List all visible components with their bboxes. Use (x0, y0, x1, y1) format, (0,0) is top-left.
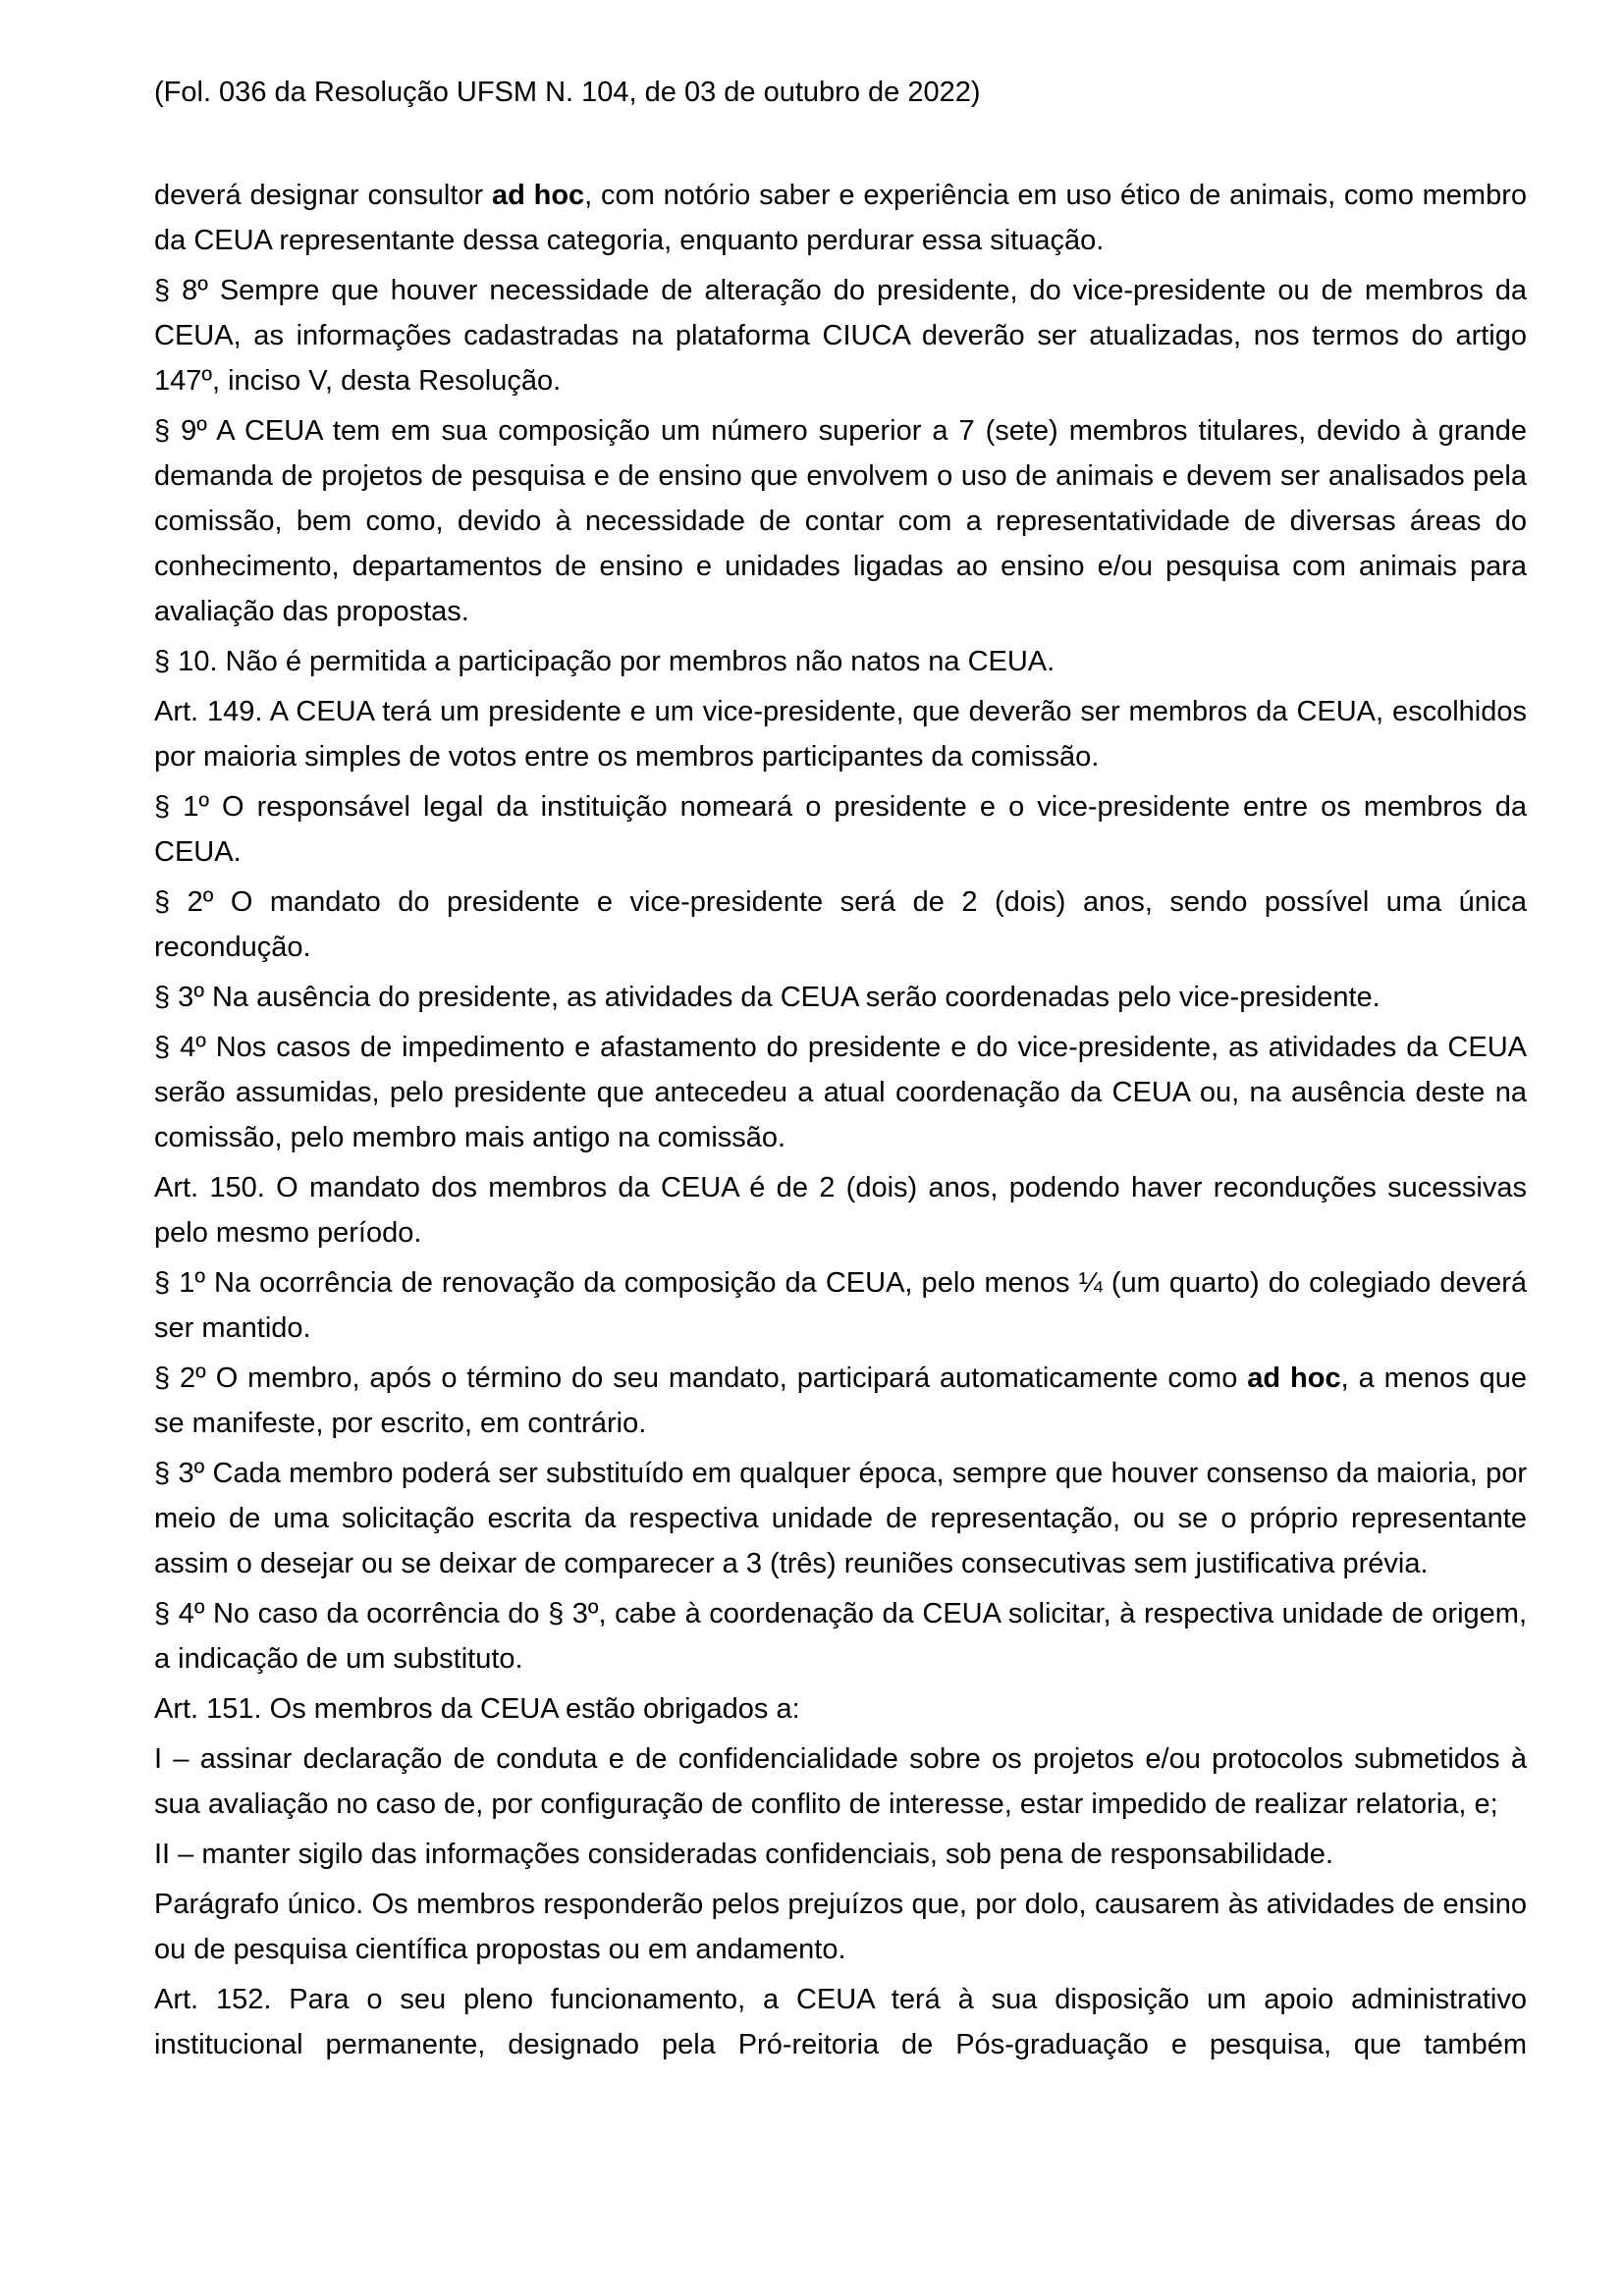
bold-text-run: ad hoc (491, 180, 585, 211)
text-run: Art. 149. A CEUA terá um presidente e um vice-presidente, que deverão ser membros da CEUA, escolhidos por maioria simples de votos entre os membros participantes da comissão. (154, 696, 1527, 773)
text-run: , a menos que se manifeste, por escrito, em contrário. (154, 1362, 1527, 1439)
paragraph (154, 1977, 1527, 2067)
paragraph (154, 173, 1527, 263)
text-run: § 2º O mandato do presidente e vice-presidente será de 2 (dois) anos, sendo possível uma única recondução. (154, 886, 1527, 963)
text-run: § 3º Na ausência do presidente, as atividades da CEUA serão coordenadas pelo vice-presidente. (154, 982, 1380, 1013)
text-run: § 1º Na ocorrência de renovação da composição da CEUA, pelo menos ¼ (um quarto) do colegiado deverá ser mantido. (154, 1267, 1527, 1344)
text-run: Parágrafo único. Os membros responderão pelos prejuízos que, por dolo, causarem às atividades de ensino ou de pesquisa científica propostas ou em andamento. (154, 1889, 1527, 1965)
text-run: deverá designar consultor (154, 180, 492, 211)
paragraph (154, 639, 1527, 684)
text-run: § 9º A CEUA tem em sua composição um número superior a 7 (sete) membros titulares, devido à grande demanda de projetos de pesquisa e de ensino que envolvem o uso de animais e devem ser analisados pela comissão, bem como, devido à necessidade de contar com a representatividade de diversas áreas do conhecimento, departamentos de ensino e unidades ligadas ao ensino e/ou pesquisa com animais para avaliação das propostas. (154, 415, 1527, 627)
text-run: , com notório saber e experiência em uso ético de animais, como membro da CEUA representante dessa categoria, enquanto perdurar essa situação. (154, 180, 1527, 256)
paragraph (154, 408, 1527, 634)
paragraph (154, 1356, 1527, 1446)
paragraph (154, 1882, 1527, 1972)
bold-text-run: ad hoc (1247, 1362, 1341, 1394)
paragraph (154, 784, 1527, 875)
paragraph (154, 975, 1527, 1020)
paragraph (154, 1686, 1527, 1732)
paragraph (154, 1591, 1527, 1682)
text-run: Art. 150. O mandato dos membros da CEUA é de 2 (dois) anos, podendo haver reconduções sucessivas pelo mesmo período. (154, 1172, 1527, 1249)
paragraph (154, 1260, 1527, 1351)
text-run: § 4º No caso da ocorrência do § 3º, cabe à coordenação da CEUA solicitar, à respectiva unidade de origem, a indicação de um substituto. (154, 1598, 1527, 1675)
paragraph (154, 268, 1527, 403)
page-header: (Fol. 036 da Resolução UFSM N. 104, de 03 de outubro de 2022) (154, 77, 981, 108)
paragraph (154, 1165, 1527, 1255)
text-run: § 10. Não é permitida a participação por membros não natos na CEUA. (154, 646, 1056, 677)
text-run: I – assinar declaração de conduta e de confidencialidade sobre os projetos e/ou protocolos submetidos à sua avaliação no caso de, por configuração de conflito de interesse, estar impedido de realizar relatoria, e; (154, 1743, 1527, 1820)
text-run: § 8º Sempre que houver necessidade de alteração do presidente, do vice-presidente ou de membros da CEUA, as informações cadastradas na plataforma CIUCA deverão ser atualizadas, nos termos do artigo 147º, inciso V, desta Resolução. (154, 275, 1527, 397)
text-run: Art. 152. Para o seu pleno funcionamento, a CEUA terá à sua disposição um apoio administrativo institucional permanente, designado pela Pró-reitoria de Pós-graduação e pesquisa, que também (154, 1984, 1527, 2060)
text-run: Art. 151. Os membros da CEUA estão obrigados a: (154, 1693, 800, 1725)
document-body (154, 173, 1527, 2067)
text-run: § 3º Cada membro poderá ser substituído em qualquer época, sempre que houver consenso da maioria, por meio de uma solicitação escrita da respectiva unidade de representação, ou se o próprio representante assim o desejar ou se deixar de comparecer a 3 (três) reuniões consecutivas sem justificativa prévia. (154, 1458, 1527, 1579)
paragraph (154, 1025, 1527, 1160)
paragraph (154, 689, 1527, 779)
paragraph (154, 1736, 1527, 1827)
paragraph (154, 880, 1527, 970)
text-run: § 2º O membro, após o término do seu mandato, participará automaticamente como (154, 1362, 1248, 1394)
paragraph (154, 1832, 1527, 1877)
text-run: II – manter sigilo das informações consideradas confidenciais, sob pena de responsabilidade. (154, 1839, 1333, 1870)
text-run: § 1º O responsável legal da instituição nomeará o presidente e o vice-presidente entre os membros da CEUA. (154, 791, 1527, 868)
text-run: § 4º Nos casos de impedimento e afastamento do presidente e do vice-presidente, as atividades da CEUA serão assumidas, pelo presidente que antecedeu a atual coordenação da CEUA ou, na ausência deste na comissão, pelo membro mais antigo na comissão. (154, 1032, 1527, 1153)
paragraph (154, 1451, 1527, 1586)
